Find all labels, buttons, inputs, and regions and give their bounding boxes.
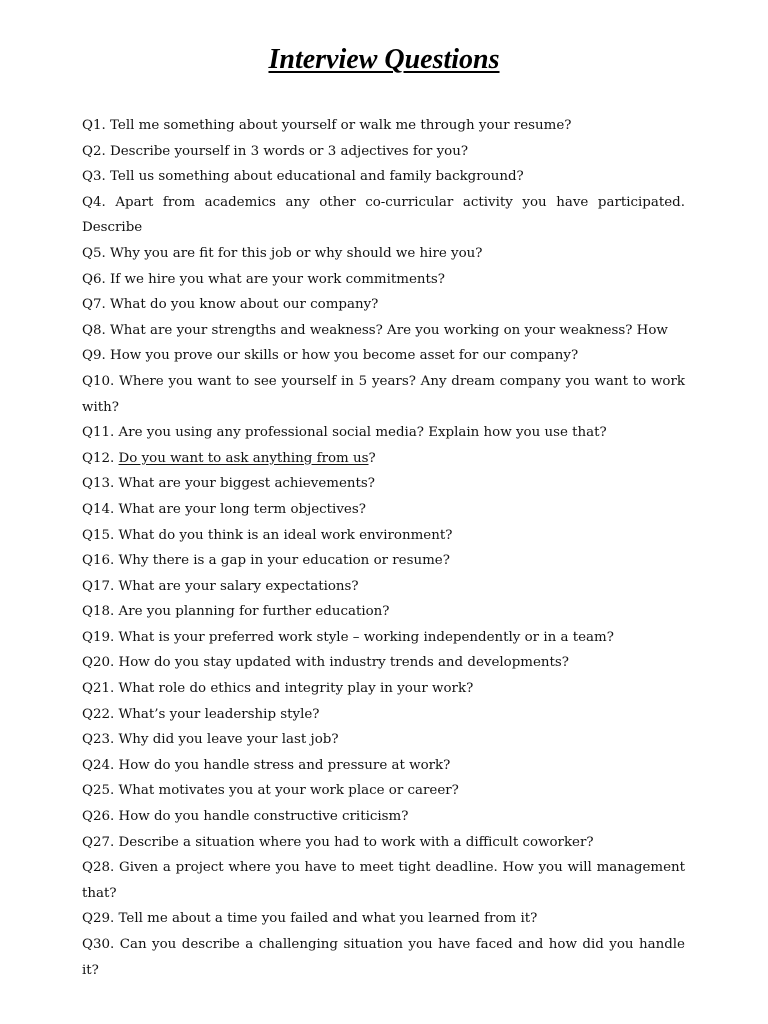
question-suffix: ? xyxy=(368,450,376,466)
question-item: Q16. Why there is a gap in your education or resume? xyxy=(82,553,450,569)
question-list xyxy=(82,113,685,983)
question-item: Q22. What’s your leadership style? xyxy=(82,706,320,722)
question-item: Q1. Tell me something about yourself or walk me through your resume? xyxy=(82,118,572,133)
page-title: Interview Questions xyxy=(268,44,500,75)
question-item: Q20. How do you stay updated with industry trends and developments? xyxy=(82,655,569,671)
question-item: Q30. Can you describe a challenging situation you have faced and how did you handle it? xyxy=(82,937,685,978)
question-item: Q27. Describe a situation where you had to work with a difficult coworker? xyxy=(82,834,594,850)
question-item: Q11. Are you using any professional social media? Explain how you use that? xyxy=(82,425,607,441)
question-item: Q2. Describe yourself in 3 words or 3 adjectives for you? xyxy=(82,143,469,159)
question-item: Q29. Tell me about a time you failed and what you learned from it? xyxy=(82,911,538,927)
question-item: Q5. Why you are fit for this job or why should we hire you? xyxy=(82,245,483,261)
question-item: Q23. Why did you leave your last job? xyxy=(82,732,339,748)
question-item: Q13. What are your biggest achievements? xyxy=(82,476,375,492)
question-item: Q6. If we hire you what are your work commitments? xyxy=(82,271,445,287)
question-item: Q25. What motivates you at your work place or career? xyxy=(82,783,459,799)
question-item: Q10. Where you want to see yourself in 5 years? Any dream company you want to work with? xyxy=(82,373,685,415)
question-item: Q17. What are your salary expectations? xyxy=(82,578,359,594)
question-underlined-text: Do you want to ask anything from us xyxy=(118,450,369,466)
question-item: Q8. What are your strengths and weakness? Are you working on your weakness? How xyxy=(82,322,668,338)
question-item: Q19. What is your preferred work style – working independently or in a team? xyxy=(82,629,614,645)
question-item: Q7. What do you know about our company? xyxy=(82,297,379,313)
question-item: Q26. How do you handle constructive criticism? xyxy=(82,809,409,825)
question-prefix: Q12. xyxy=(82,450,119,466)
question-item: Q4. Apart from academics any other co-curricular activity you have participated. Describe xyxy=(82,194,685,236)
question-item: Q21. What role do ethics and integrity play in your work? xyxy=(82,681,474,697)
question-item xyxy=(82,446,685,472)
question-item: Q24. How do you handle stress and pressure at work? xyxy=(82,757,451,773)
question-item: Q28. Given a project where you have to meet tight deadline. How you will management that? xyxy=(82,860,685,901)
question-item: Q18. Are you planning for further education? xyxy=(82,604,390,620)
question-item: Q3. Tell us something about educational and family background? xyxy=(82,169,524,185)
question-item: Q15. What do you think is an ideal work environment? xyxy=(82,527,453,543)
question-item: Q14. What are your long term objectives? xyxy=(82,501,366,517)
question-item: Q9. How you prove our skills or how you become asset for our company? xyxy=(82,348,579,364)
